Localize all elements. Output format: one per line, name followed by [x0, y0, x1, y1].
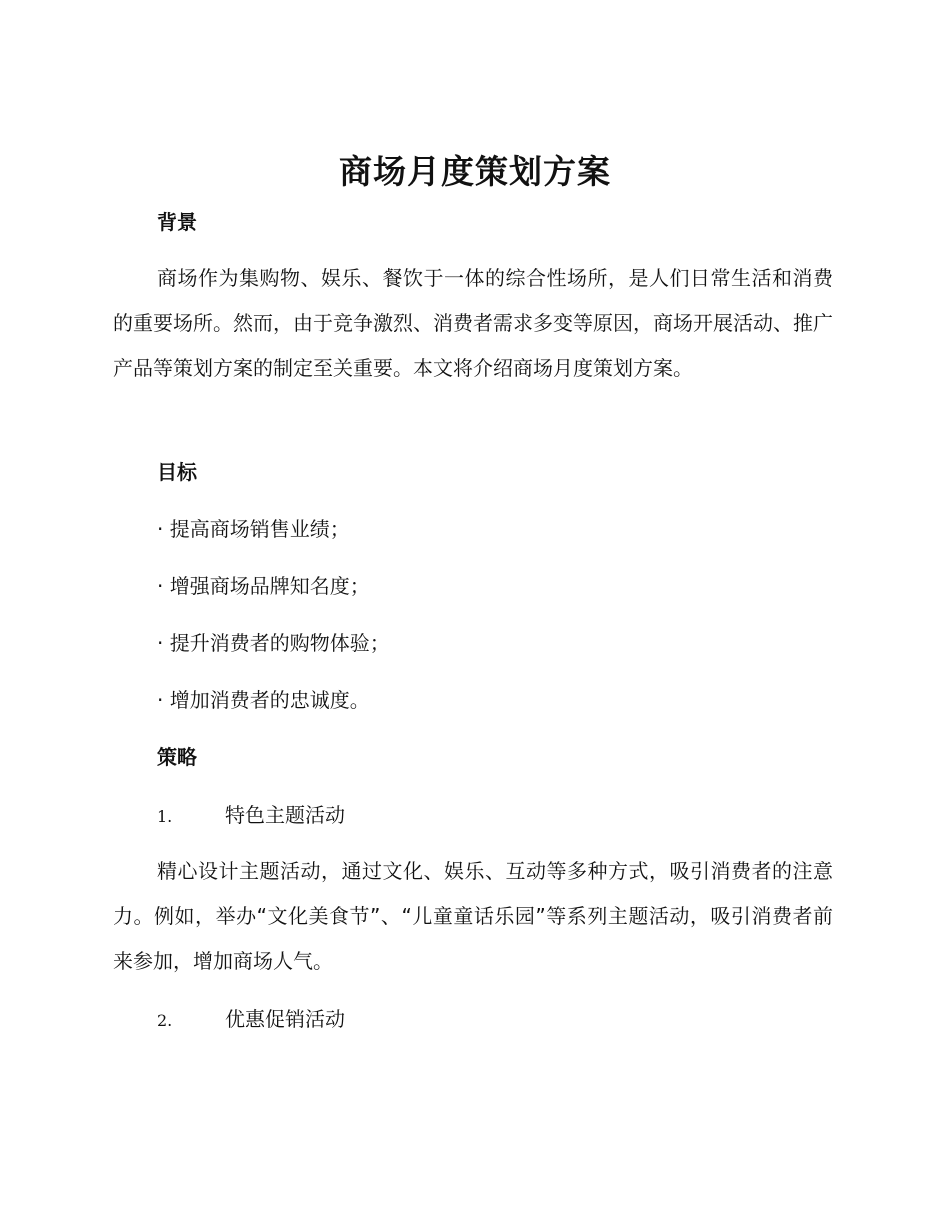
goal-item: · 增强商场品牌知名度；: [157, 574, 370, 598]
section-heading-background: 背景: [157, 210, 197, 234]
goal-item: · 提高商场销售业绩；: [157, 517, 350, 541]
section-heading-strategy: 策略: [157, 745, 197, 769]
strategy-item-1: [157, 801, 345, 831]
goal-item: · 提升消费者的购物体验；: [157, 631, 390, 655]
background-paragraph: 商场作为集购物、娱乐、餐饮于一体的综合性场所，是人们日常生活和消费的重要场所。然而，由于竞争激烈、消费者需求多变等原因，商场开展活动、推广产品等策划方案的制定至关重要。本文将介绍商场月度策划方案。: [113, 266, 833, 380]
strategy-item-number: 1.: [157, 807, 173, 826]
strategy-item-number: 2.: [157, 1011, 173, 1030]
goal-item: · 增加消费者的忠诚度。: [157, 688, 370, 712]
section-heading-goals: 目标: [157, 460, 197, 484]
strategy-item-title: 特色主题活动: [225, 803, 345, 827]
strategy-item-1-paragraph: 精心设计主题活动，通过文化、娱乐、互动等多种方式，吸引消费者的注意力。例如，举办“文化美食节”、“儿童童话乐园”等系列主题活动，吸引消费者前来参加，增加商场人气。: [113, 859, 833, 973]
strategy-item-title: 优惠促销活动: [225, 1007, 345, 1031]
document-title: 商场月度策划方案: [339, 152, 611, 191]
strategy-item-2: [157, 1005, 345, 1035]
